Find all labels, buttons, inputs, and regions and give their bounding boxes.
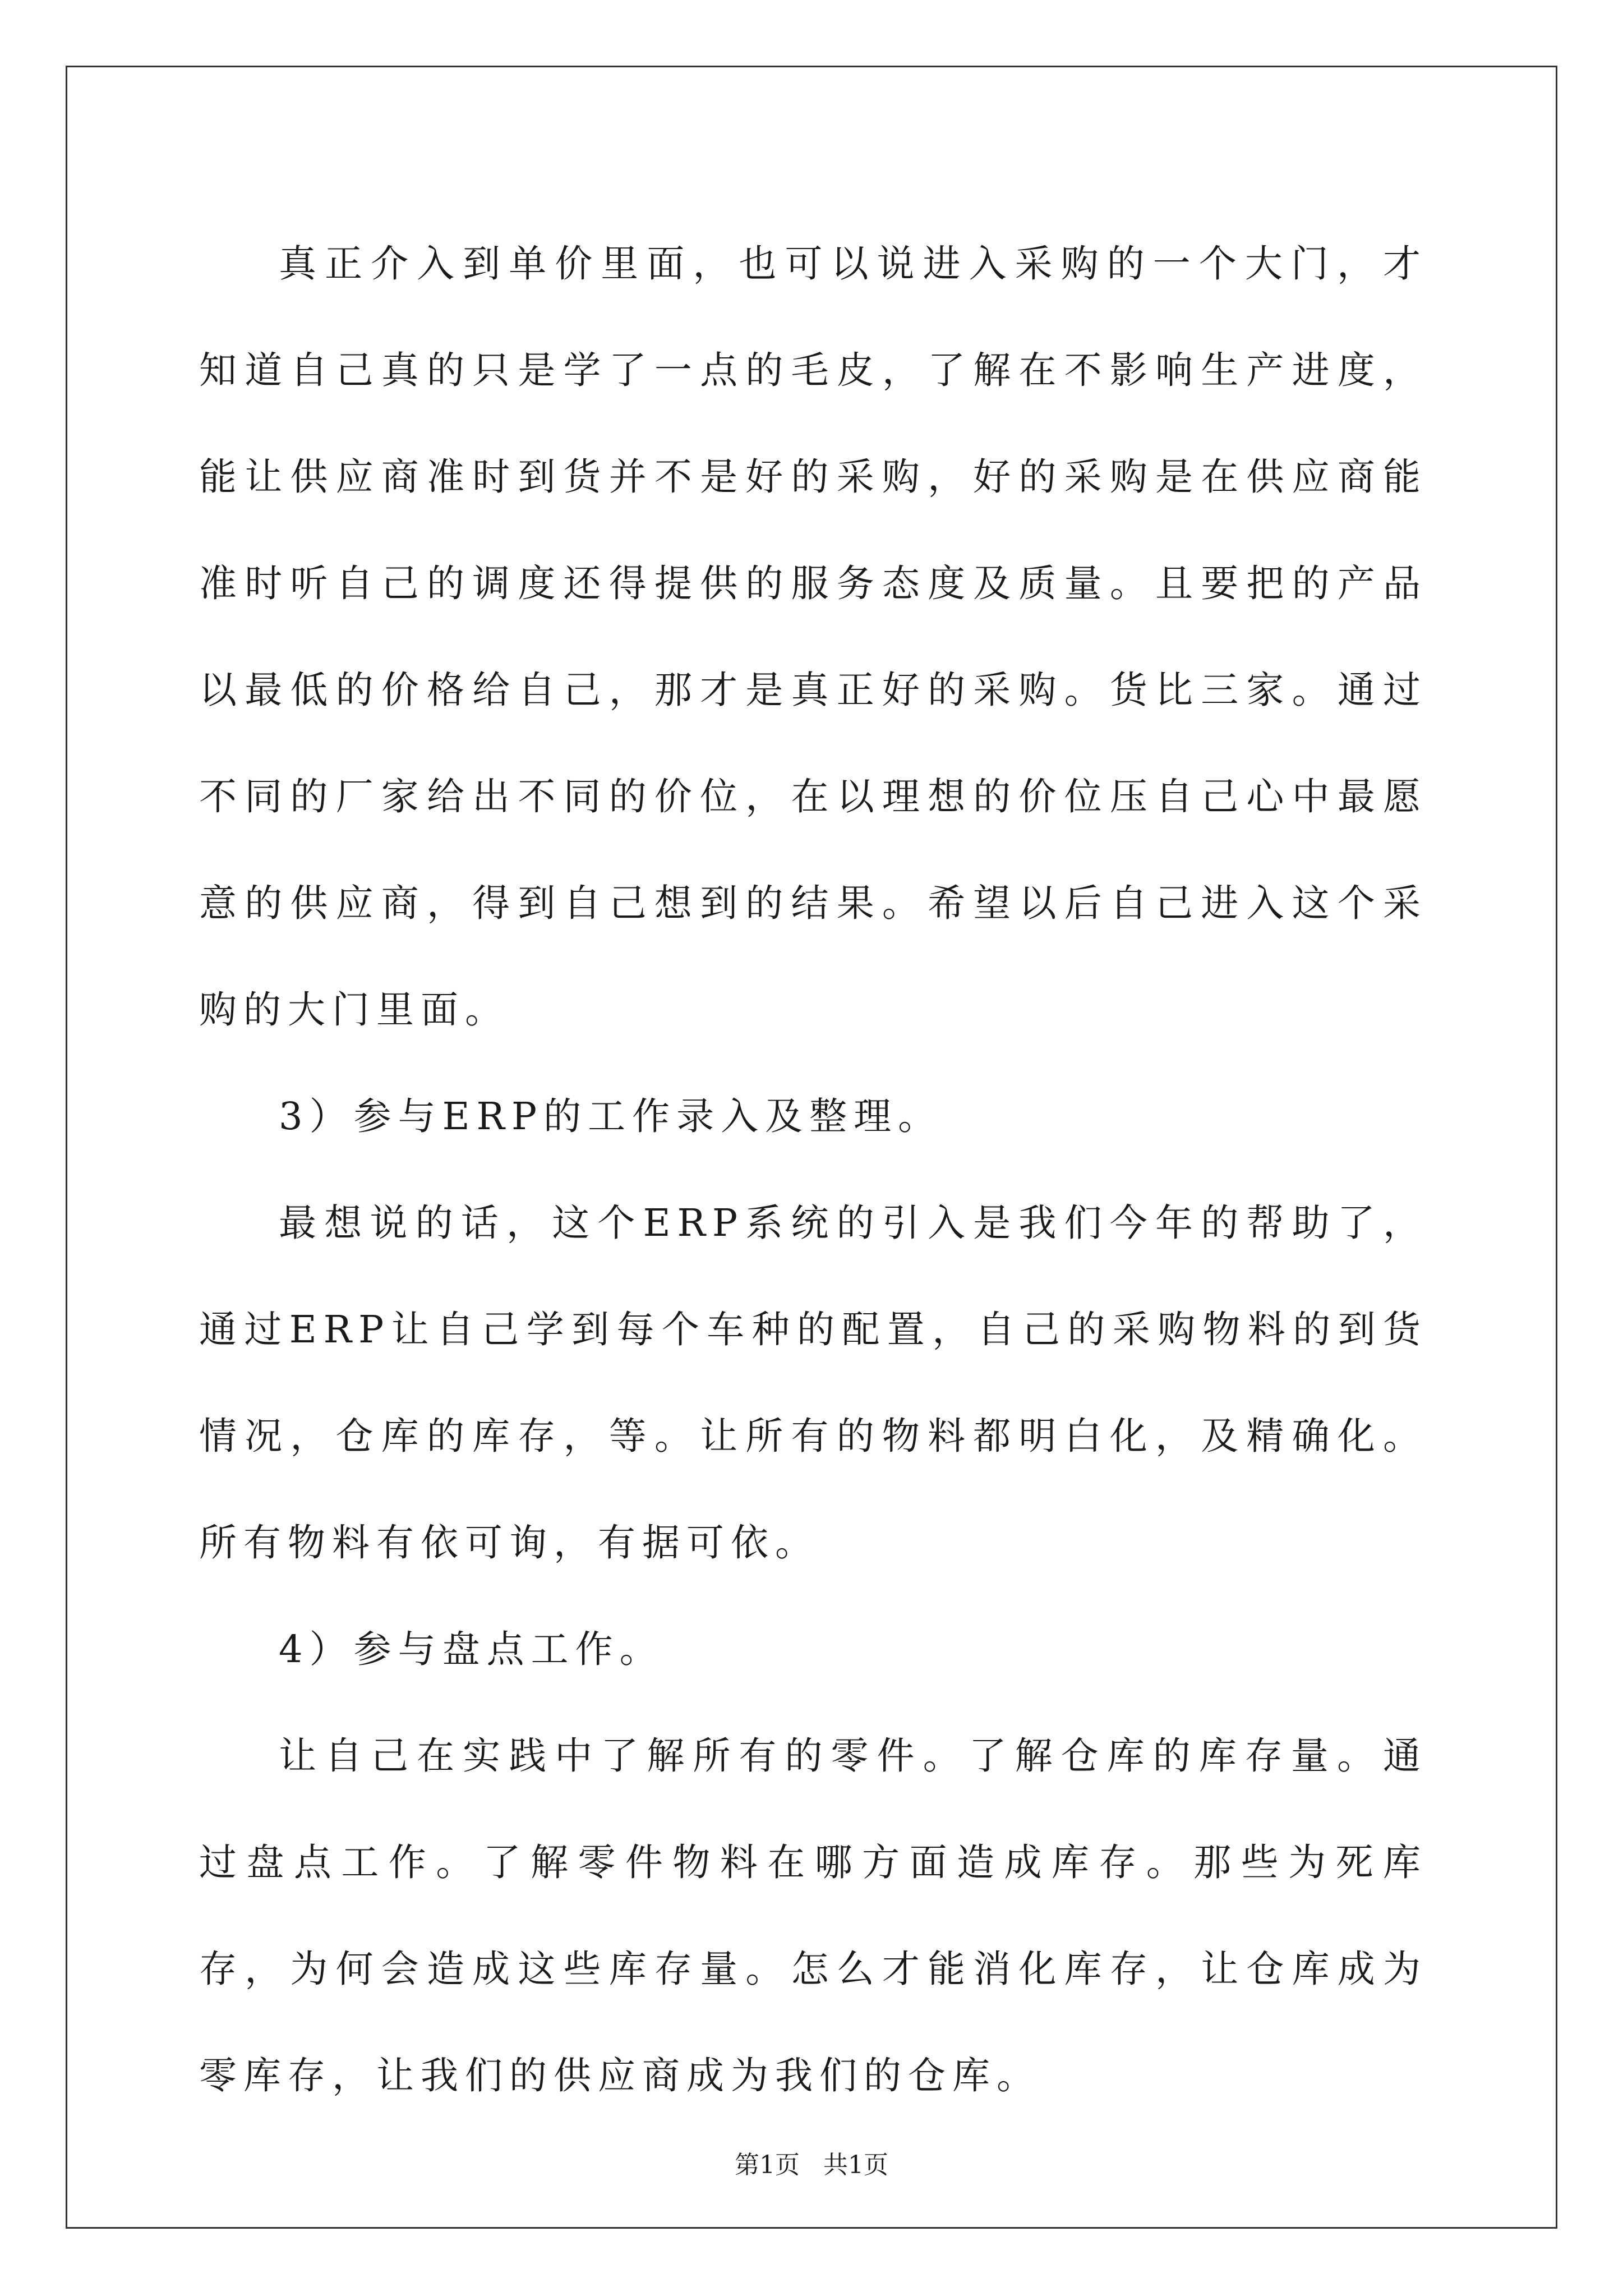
paragraph-inventory: 让自己在实践中了解所有的零件。了解仓库的库存量。通过盘点工作。了解零件物料在哪方面造成库存。那些为死库存，为何会造成这些库存量。怎么才能消化库存，让仓库成为零库存，让我们的供应商成为我们的仓库。 [199,1734,1427,2097]
heading-inventory-check: 4）参与盘点工作。 [279,1627,664,1671]
paragraph-procurement-insight: 真正介入到单价里面，也可以说进入采购的一个大门，才知道自己真的只是学了一点的毛皮，了解在不影响生产进度，能让供应商准时到货并不是好的采购，好的采购是在供应商能准时听自己的调度还得提供的服务态度及质量。且要把的产品以最低的价格给自己，那才是真正好的采购。货比三家。通过不同的厂家给出不同的价位，在以理想的价位压自己心中最愿意的供应商，得到自己想到的结果。希望以后自己进入这个采购的大门里面。 [199,242,1427,1032]
page-footer: 第1页 共1页 [735,2151,888,2179]
paragraph-erp-system: 最想说的话，这个ERP系统的引入是我们今年的帮助了，通过ERP让自己学到每个车种的配置，自己的采购物料的到货情况，仓库的库存，等。让所有的物料都明白化，及精确化。所有物料有依可询，有据可依。 [199,1201,1427,1565]
heading-erp-entry: 3）参与ERP的工作录入及整理。 [279,1094,943,1138]
document-body [199,210,1427,2129]
